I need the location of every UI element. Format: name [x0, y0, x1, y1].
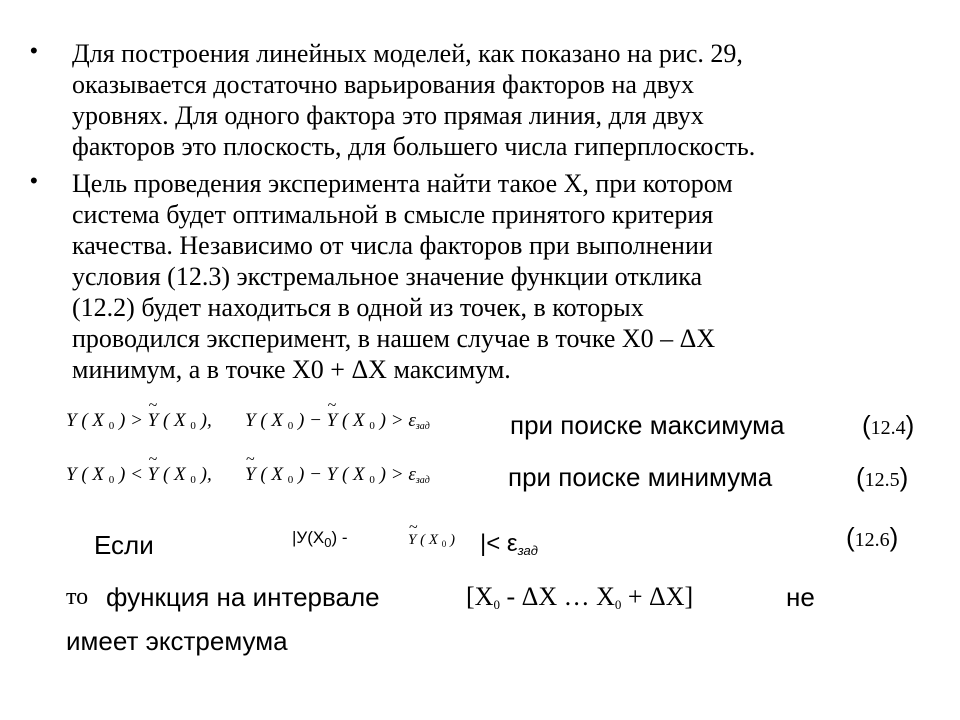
- if-word: Если: [94, 530, 154, 560]
- formula-12-5-condition: при поиске минимума: [508, 462, 773, 492]
- paragraph-line: система будет оптимальной в смысле принятого критерия: [72, 200, 714, 229]
- paragraph-line: Для построения линейных моделей, как показано на рис. 29,: [72, 39, 743, 68]
- formula-12-5-expression: Y ( X $_0$ ) < ~ Y ( X $_0$ ), ~ Y ( X $_0$ ) − Y ( X $_0$ ) > εзад: [66, 464, 430, 486]
- paragraph-line: факторов это плоскость, для большего числа гиперплоскость.: [72, 132, 756, 161]
- formula-12-6-number: (12.6): [846, 522, 899, 552]
- paragraph-line: проводился эксперимент, в нашем случае в точке X0 – ΔX: [72, 324, 716, 353]
- paragraph-1: [72, 38, 952, 162]
- paragraph-line: уровнях. Для одного фактора это прямая линия, для двух: [72, 101, 704, 130]
- formula-12-6-expression: ~ Y ( X $_0$ ): [408, 532, 455, 549]
- paragraph-line: условия (12.3) экстремальное значение функции отклика: [72, 262, 703, 291]
- formula-12-4-condition: при поиске максимума: [510, 410, 785, 440]
- paragraph-line: (12.2) будет находиться в одной из точек, в которых: [72, 293, 644, 322]
- bullet-marker-2: •: [30, 168, 38, 193]
- paragraph-line: качества. Независимо от числа факторов при выполнении: [72, 231, 713, 260]
- paragraph-2: [72, 168, 952, 385]
- formula-12-4-expression: Y ( X $_0$ ) > ~ Y ( X $_0$ ), Y ( X $_0$ ) − ~ Y ( X $_0$ ) > εзад: [66, 410, 430, 432]
- conclusion-to-word: то: [66, 584, 89, 610]
- interval-expression: [X0 - ΔX … X0 + ΔX]: [466, 582, 694, 612]
- formula-12-6-rhs: |< εзад: [480, 530, 538, 558]
- paragraph-line: оказывается достаточно варьирования факторов на двух: [72, 70, 695, 99]
- paragraph-line: минимум, а в точке X0 + ΔX максимум.: [72, 355, 511, 384]
- formula-12-4-number: (12.4): [862, 410, 915, 440]
- bullet-marker-1: •: [30, 38, 38, 63]
- formula-12-6-left: $|У(Х_0)$ -: [292, 528, 348, 550]
- formula-12-5-number: (12.5): [856, 462, 909, 492]
- conclusion-text: функция на интервале: [106, 582, 380, 612]
- conclusion-not-word: не: [786, 582, 815, 612]
- conclusion-line-2: имеет экстремума: [66, 626, 288, 656]
- paragraph-line: Цель проведения эксперимента найти такое Х, при котором: [72, 169, 733, 198]
